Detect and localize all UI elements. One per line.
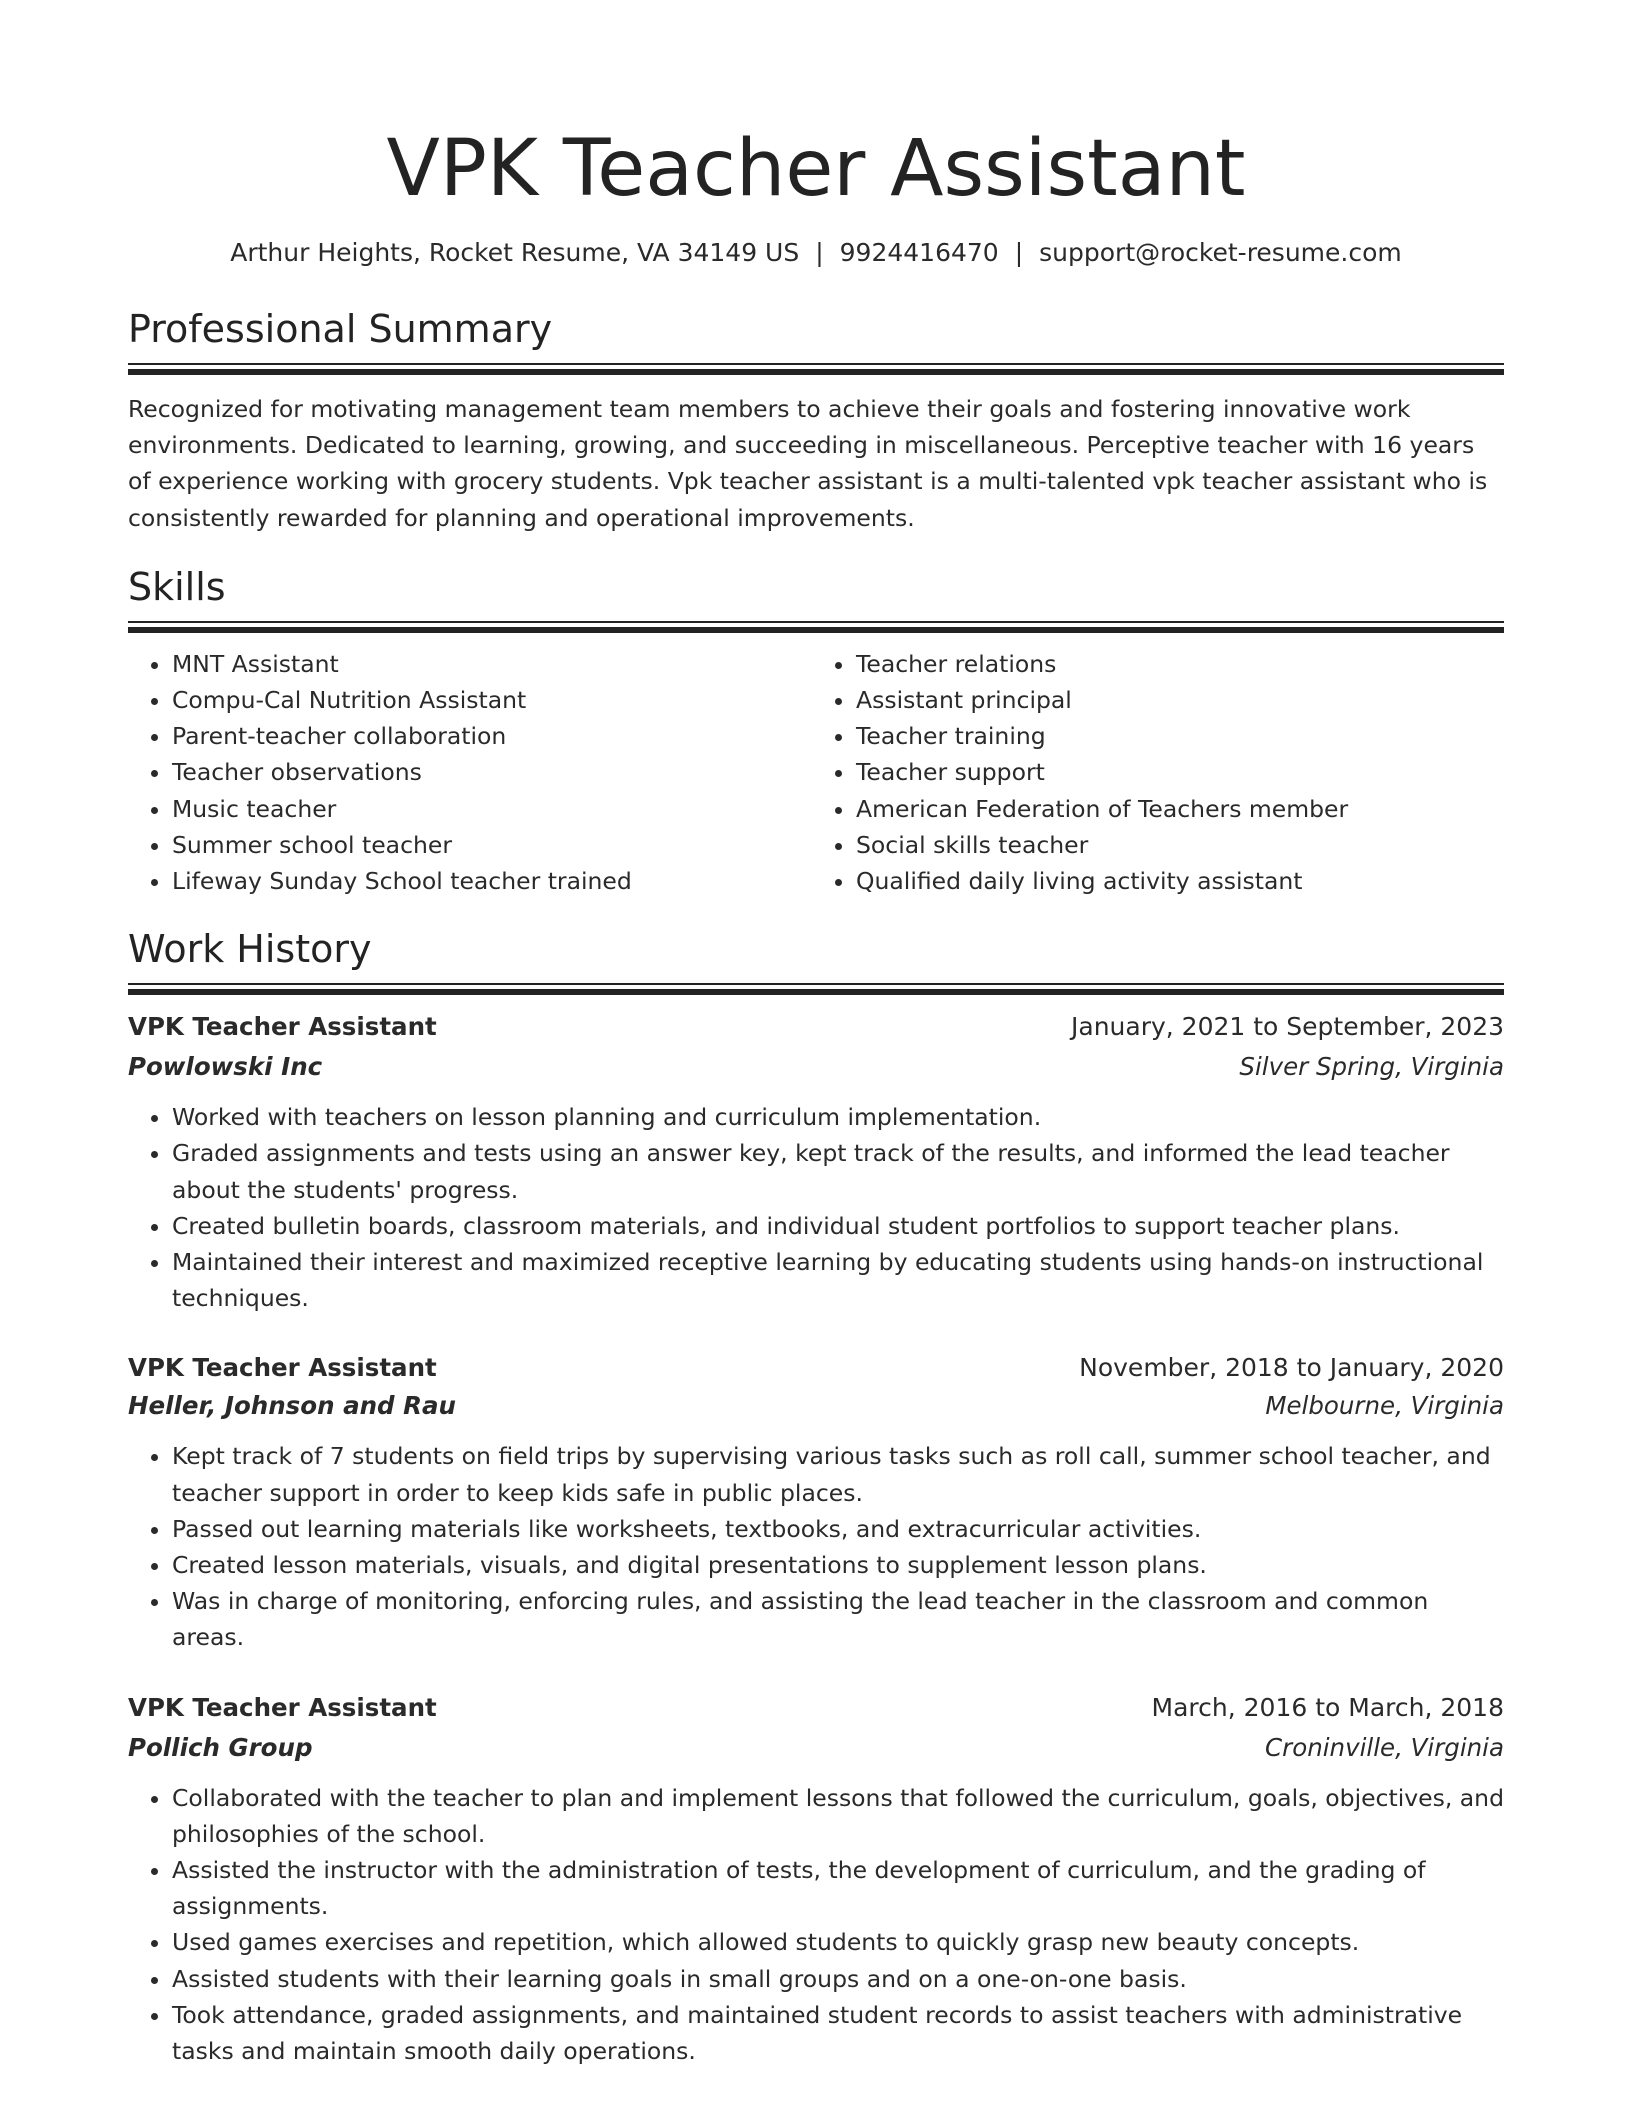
skill-item: • American Federation of Teachers member — [856, 791, 1490, 827]
skill-item: • MNT Assistant — [172, 646, 806, 682]
job-title: VPK Teacher Assistant — [128, 1353, 437, 1383]
skill-item: • Lifeway Sunday School teacher trained — [172, 863, 806, 899]
skill-item: • Compu-Cal Nutrition Assistant — [172, 682, 806, 718]
resume-title: VPK Teacher Assistant — [386, 124, 1246, 214]
section-divider — [128, 621, 1504, 631]
skill-item: • Music teacher — [172, 791, 806, 827]
job-bullets — [128, 1099, 1504, 1316]
section-heading-work-history: Work History — [128, 927, 372, 972]
contact-email: support@rocket-resume.com — [1039, 238, 1402, 267]
skills-section — [128, 563, 1504, 899]
job-bullet: • Collaborated with the teacher to plan and implement lessons that followed the curriculum, goals, objectives, and philosophies of the school. — [172, 1780, 1504, 1852]
skill-item: • Teacher relations — [856, 646, 1490, 682]
job-dates: November, 2018 to January, 2020 — [1079, 1353, 1504, 1383]
skill-item: • Parent-teacher collaboration — [172, 718, 806, 754]
job-company-row — [128, 1049, 1504, 1085]
work-history-section — [128, 925, 1504, 2069]
professional-summary-section — [128, 305, 1504, 536]
job-location: Melbourne, Virginia — [1265, 1391, 1504, 1421]
section-heading-skills: Skills — [128, 564, 226, 609]
section-divider — [128, 363, 1504, 373]
job-company-row — [128, 1730, 1504, 1766]
job-company: Pollich Group — [128, 1732, 313, 1762]
skill-item: • Assistant principal — [856, 682, 1490, 718]
job-title: VPK Teacher Assistant — [128, 1012, 437, 1042]
contact-separator: | — [1014, 238, 1024, 267]
job-entry — [128, 1690, 1504, 2070]
job-bullet: • Created lesson materials, visuals, and digital presentations to supplement lesson plans. — [172, 1547, 1504, 1583]
job-company: Heller, Johnson and Rau — [128, 1391, 456, 1421]
skill-item: • Qualified daily living activity assistant — [856, 863, 1490, 899]
job-bullet: • Worked with teachers on lesson planning and curriculum implementation. — [172, 1099, 1504, 1135]
contact-address: Arthur Heights, Rocket Resume, VA 34149 US — [230, 238, 800, 267]
job-location: Silver Spring, Virginia — [1239, 1052, 1504, 1082]
job-dates: March, 2016 to March, 2018 — [1151, 1692, 1504, 1722]
skills-list-left — [128, 646, 806, 899]
job-entry — [128, 1009, 1504, 1316]
resume-page — [128, 0, 1504, 2069]
job-bullet: • Took attendance, graded assignments, and maintained student records to assist teachers with administrative tasks and maintain smooth daily operations. — [172, 1997, 1504, 2069]
contact-line — [128, 237, 1504, 269]
job-bullet: • Used games exercises and repetition, which allowed students to quickly grasp new beauty concepts. — [172, 1924, 1504, 1960]
job-bullet: • Assisted the instructor with the administration of tests, the development of curriculum, and the grading of assignments. — [172, 1852, 1504, 1924]
job-header-row — [128, 1009, 1504, 1045]
job-bullet: • Maintained their interest and maximized receptive learning by educating students using hands-on instructional techniques. — [172, 1244, 1504, 1316]
job-company: Powlowski Inc — [128, 1052, 323, 1082]
skill-item: • Social skills teacher — [856, 827, 1490, 863]
job-location: Croninville, Virginia — [1265, 1732, 1504, 1762]
contact-separator: | — [815, 238, 824, 267]
skill-item: • Teacher observations — [172, 754, 806, 790]
job-bullet: • Created bulletin boards, classroom materials, and individual student portfolios to support teacher plans. — [172, 1208, 1504, 1244]
job-company-row — [128, 1388, 1504, 1424]
skill-item: • Summer school teacher — [172, 827, 806, 863]
job-title: VPK Teacher Assistant — [128, 1692, 437, 1722]
job-bullet: • Kept track of 7 students on field trips by supervising various tasks such as roll call, summer school teacher, and teacher support in order to keep kids safe in public places. — [172, 1438, 1504, 1510]
job-bullet: • Was in charge of monitoring, enforcing rules, and assisting the lead teacher in the classroom and common areas. — [172, 1583, 1504, 1655]
job-dates: January, 2021 to September, 2023 — [1071, 1012, 1504, 1042]
job-header-row — [128, 1690, 1504, 1726]
skills-list-right — [806, 646, 1490, 899]
job-entry — [128, 1350, 1504, 1655]
skills-columns — [128, 646, 1504, 899]
job-bullet: • Passed out learning materials like worksheets, textbooks, and extracurricular activities. — [172, 1511, 1504, 1547]
job-header-row — [128, 1350, 1504, 1386]
contact-phone: 9924416470 — [839, 238, 999, 267]
job-bullets — [128, 1780, 1504, 2070]
summary-text: Recognized for motivating management team members to achieve their goals and fostering innovative work environments. Dedicated to learning, growing, and succeeding in miscellaneous. Perceptive teacher with 16 years of experience working with grocery students. Vpk teacher assistant is a multi-talented vpk teacher assistant who is consistently rewarded for planning and operational improvements. — [128, 395, 1488, 532]
job-bullet: • Graded assignments and tests using an answer key, kept track of the results, and informed the lead teacher about the students' progress. — [172, 1135, 1504, 1207]
section-divider — [128, 983, 1504, 993]
job-bullet: • Assisted students with their learning goals in small groups and on a one-on-one basis. — [172, 1961, 1504, 1997]
skill-item: • Teacher training — [856, 718, 1490, 754]
skill-item: • Teacher support — [856, 754, 1490, 790]
job-bullets — [128, 1438, 1504, 1655]
section-heading-summary: Professional Summary — [128, 307, 553, 351]
